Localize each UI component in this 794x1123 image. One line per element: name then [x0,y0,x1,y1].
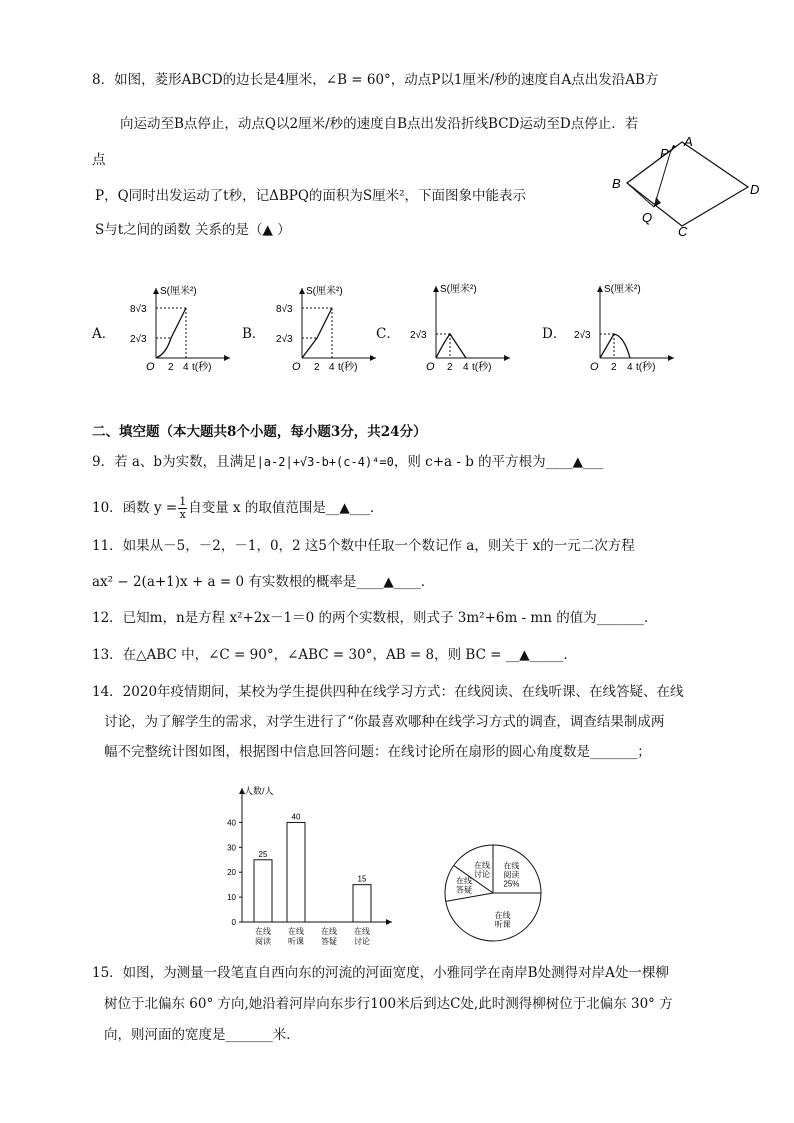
label-D: D [750,182,760,197]
option-C-graph [398,280,518,375]
option-C-ylabel: S(厘米²) [440,284,477,295]
bar-ytick-label: 10 [227,893,236,903]
q10 [92,491,384,525]
q11-line1: 11．如果从－5，－2，－1，0，2 这5个数中任取一个数记作 a，则关于 x的一元二次方程 [92,538,635,554]
bar-category-label: 听课 [288,937,304,946]
q9 [92,452,603,472]
q8-line3: 点 [92,152,106,168]
bar-category-label: 在线 [354,927,370,936]
q8-line5: S与t之间的函数 关系的是（▲ ） [95,222,291,238]
option-D-ytick-1: 2√3 [574,330,591,341]
q10-denominator: x [179,507,186,521]
q9-equation: |a-2|+√3-b+(c-4)⁴=0 [256,455,394,469]
bar-x-axis-arrow [386,919,392,925]
bar-value-label: 40 [291,812,301,822]
q12: 12．已知m，n是方程 x²+2x－1＝0 的两个实数根，则式子 3m²+6m - mn 的值为_______． [92,610,658,626]
q14-line2: 讨论，为了解学生的需求，对学生进行了“你最喜欢哪种在线学习方式的调查，调查结果制成两 [104,714,665,730]
option-A-ytick-2: 2√3 [130,334,147,345]
pie-slice-label: 在线 [494,910,511,920]
label-P: P [660,146,669,161]
bar-ytick-label: 40 [227,818,236,828]
bar [353,885,371,922]
bar-value-label: 15 [357,874,367,884]
option-C-ytick-1: 2√3 [410,330,427,341]
pie-slice-label: 答疑 [456,885,473,895]
label-Q: Q [642,210,653,225]
option-C-xtick-2: 2 [447,362,453,373]
option-C-xtick-4: 4 [463,362,469,373]
option-A-letter[interactable]: A． [92,326,116,342]
bar-category-label: 答疑 [321,937,337,946]
q8-line2: 向运动至B点停止，动点Q以2厘米/秒的速度自B点出发沿折线BCD运动至D点停止．若 [120,116,639,132]
option-A-origin: O [146,361,155,373]
q14-line1: 14．2020年疫情期间，某校为学生提供四种在线学习方式：在线阅读、在线听课、在线答疑、在线 [92,684,684,700]
q15-line1: 15．如图，为测量一段笔直自西向东的河流的河面宽度，小雅同学在南岸B处测得对岸A处一棵柳 [92,965,669,981]
option-A-xtick-2: 2 [168,362,174,373]
q11-line2: ax² − 2(a+1)x + a = 0 有实数根的概率是____▲____． [92,574,435,590]
bar-category-label: 讨论 [354,937,370,946]
rhombus-figure [600,130,770,240]
section-2-title: 二、填空题（本大题共8个小题，每小题3分，共24分） [92,424,427,440]
option-A-xunit: t(秒) [192,362,212,373]
option-A-xtick-4: 4 [183,362,189,373]
q8-line4: P，Q同时出发运动了t秒，记ΔBPQ的面积为S厘米²，下面图象中能表示 [95,188,527,204]
pie-slice-label: 在线 [503,861,520,871]
option-B-origin: O [292,361,301,373]
bar-value-label: 25 [258,849,268,859]
bar-y-label: 人数/人 [244,786,274,796]
option-B-ytick-1: 8√3 [276,304,293,315]
label-B: B [612,176,621,191]
option-B-xtick-4: 4 [329,362,335,373]
bar-ytick-label: 20 [227,868,236,878]
option-B-xtick-2: 2 [314,362,320,373]
option-B-graph [264,280,384,375]
q8-options [92,280,732,380]
q14-line3: 幅不完整统计图如图，根据图中信息回答问题：在线讨论所在扇形的圆心角度数是_______； [104,744,651,760]
q10-fraction [178,496,187,521]
pie-slice-label: 阅读 [503,870,520,880]
bar-ytick-label: 30 [227,843,236,853]
option-B-xunit: t(秒) [338,362,358,373]
option-D-ylabel: S(厘米²) [604,284,641,295]
bar-category-label: 阅读 [255,937,271,946]
option-C-origin: O [426,361,435,373]
q8-line1: 8．如图，菱形ABCD的边长是4厘米，∠B = 60°，动点P以1厘米/秒的速度自A点出发沿AB方 [92,72,659,88]
q13: 13．在△ABC 中，∠C = 90°，∠ABC = 30°，AB = 8，则 BC = __▲_____． [92,647,577,663]
q10-pre: 10．函数 y = [92,500,178,516]
option-B-ytick-2: 2√3 [276,334,293,345]
option-D-xtick-4: 4 [627,362,633,373]
option-D-graph [562,280,682,375]
option-A-ylabel: S(厘米²) [160,286,197,297]
option-D-xtick-2: 2 [611,362,617,373]
option-B-letter[interactable]: B． [242,326,266,342]
option-D-origin: O [590,361,599,373]
option-D-xunit: t(秒) [636,362,656,373]
option-C-letter[interactable]: C． [376,326,400,342]
q10-numerator: 1 [179,494,187,508]
option-A-graph [118,280,238,375]
bar [287,822,305,922]
option-D-letter[interactable]: D． [542,326,567,342]
pie-slice-label: 讨论 [474,869,491,879]
q15-line2: 树位于北偏东 60° 方向,她沿着河岸向东步行100米后到达C处,此时测得柳树位于北偏东 30° 方 [104,996,673,1012]
label-A: A [684,134,693,149]
q15-line3: 向，则河面的宽度是_______米． [104,1027,300,1043]
label-C: C [678,224,688,239]
q9-post: ，则 c+a - b 的平方根为____▲___ [393,454,604,470]
bar-ytick-label: 0 [231,918,236,927]
bar-category-label: 在线 [255,927,271,936]
bar-category-label: 在线 [321,927,337,936]
bar-chart [214,784,404,952]
pie-chart [440,840,546,946]
pie-slice-label: 听课 [494,919,511,929]
option-B-ylabel: S(厘米²) [306,286,343,297]
pie-slice-label: 25% [503,879,520,889]
option-A-ytick-1: 8√3 [130,304,147,315]
pie-slice-label: 在线 [474,860,491,870]
option-C-xunit: t(秒) [472,362,492,373]
q9-pre: 9．若 a、b为实数，且满足 [92,454,257,470]
pie-slice-label: 在线 [456,876,473,886]
q10-post: 自变量 x 的取值范围是__▲___． [188,500,384,516]
bar [254,860,272,922]
bar-category-label: 在线 [288,927,304,936]
